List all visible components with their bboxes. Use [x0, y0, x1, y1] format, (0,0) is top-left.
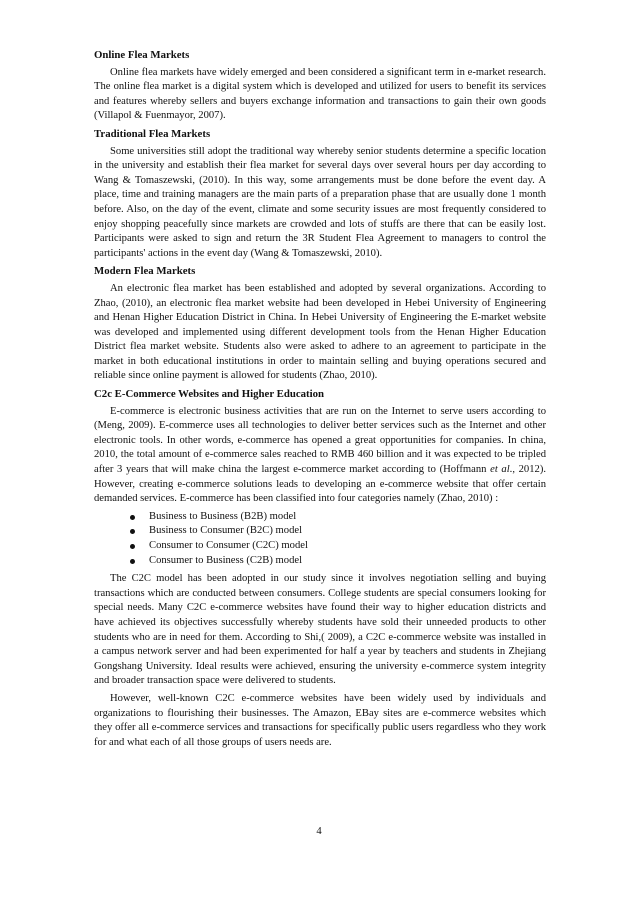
bullet-icon [130, 559, 135, 564]
list-item [130, 539, 546, 554]
italic-et-al: et al [490, 464, 510, 476]
paragraph-online-flea-markets: Online flea markets have widely emerged and been considered a significant term in e-market research. The online flea market is a digital system which is developed and utilized for users to benefit its services and features whereby sellers and buyers exchange information and transactions to gain their own goods (Villapol & Fuenmayor, 2007). [94, 66, 546, 122]
bullet-icon [130, 544, 135, 549]
list-item-text: Business to Business (B2B) model [149, 510, 297, 522]
section-heading-modern-flea-markets: Modern Flea Markets [94, 265, 196, 278]
bullet-icon [130, 515, 135, 520]
list-item-text: Consumer to Consumer (C2C) model [149, 540, 308, 551]
paragraph-text: E-commerce is electronic business activities that are run on the Internet to serve users according to (Meng, 2009). E-commerce uses all technologies to deliver better services such as the Internet and other electronic tools. In other words, e-commerce has opened a great opportunities for companies. In china, 2010, the total amount of e-commerce sales reached to RMB 460 billion and it was expected to be tripled after 3 years that will make china the largest e-commerce market according to (Hoffmann [94, 405, 546, 476]
section-heading-c2c-ecommerce: C2c E-Commerce Websites and Higher Education [94, 388, 325, 401]
document-page [94, 48, 546, 753]
paragraph-ecommerce-intro [94, 405, 546, 507]
section-heading-online-flea-markets: Online Flea Markets [94, 49, 190, 61]
page-number: 4 [316, 826, 322, 837]
paragraph-modern-flea-markets: An electronic flea market has been established and adopted by several organizations. According to Zhao, (2010), an electronic flea market website had been developed in Hebei University of Engineering and Henan Higher Education District in China. In Hebei University of Engineering the E-market website was developed and implemented using different development tools from the Henan Higher Education District flea market website. Students also were asked to adhere to an agreement to participate in the market in both educational institutions in order to maintain selling and buying operations secured and reliable since online payment is allowed for students (Zhao, 2010). [94, 282, 546, 382]
paragraph-text: ., 2012). However, creating e-commerce solutions leads to developing an e-commerce website that offer certain demanded services. E-commerce has been classified into four categories namely (Zhao, 2010) : [94, 464, 546, 505]
ecommerce-categories-list [94, 510, 546, 568]
list-item [130, 510, 546, 525]
list-item-text: Consumer to Business (C2B) model [149, 554, 303, 566]
paragraph-traditional-flea-markets: Some universities still adopt the traditional way whereby senior students determine a specific location in the university and establish their flea market for several days over several hours per day according to Wang & Tomaszewski, (2010). In this way, some arrangements must be done before the event day. A place, time and training managers are the main parts of a preparation phase that are usually done 1 month before. Also, on the day of the event, climate and some security issues are most frequently considered to enjoy shopping peacefully since markets are crowded and lots of stuffs are there that can be easily lost. Participants were asked to sign and return the 3R Student Flea Agreement to managers to control the participants' actions in the event day (Wang & Tomaszewski, 2010). [94, 145, 546, 259]
list-item [130, 554, 546, 569]
list-item [130, 524, 546, 539]
paragraph-c2c-model: The C2C model has been adopted in our study since it involves negotiation selling and buying transactions which are conducted between consumers. College students are special consumers looking for special needs. Many C2C e-commerce websites have found their way to higher education districts and have achieved its objectives successfully whereby students have sold their unneeded products to other students who are in need for them. According to Shi,( 2009), a C2C e-commerce website was installed in a campus network server and had been experimented for half a year by teachers and students in Zhejiang Gongshang University. Ideal results were achieved, ensuring the university e-commerce system integrity and broader transaction space were delivered to students. [94, 573, 546, 687]
section-heading-traditional-flea-markets: Traditional Flea Markets [94, 127, 211, 140]
list-item-text: Business to Consumer (B2C) model [149, 525, 303, 537]
bullet-icon [130, 529, 135, 534]
paragraph-wellknown-c2c: However, well-known C2C e-commerce websites have been widely used by individuals and organizations to flourishing their businesses. The Amazon, EBay sites are e-commerce websites which they offer all e-commerce services and transactions for specifically public users regardless who they work for and what each of all those groups of users needs are. [94, 692, 546, 748]
